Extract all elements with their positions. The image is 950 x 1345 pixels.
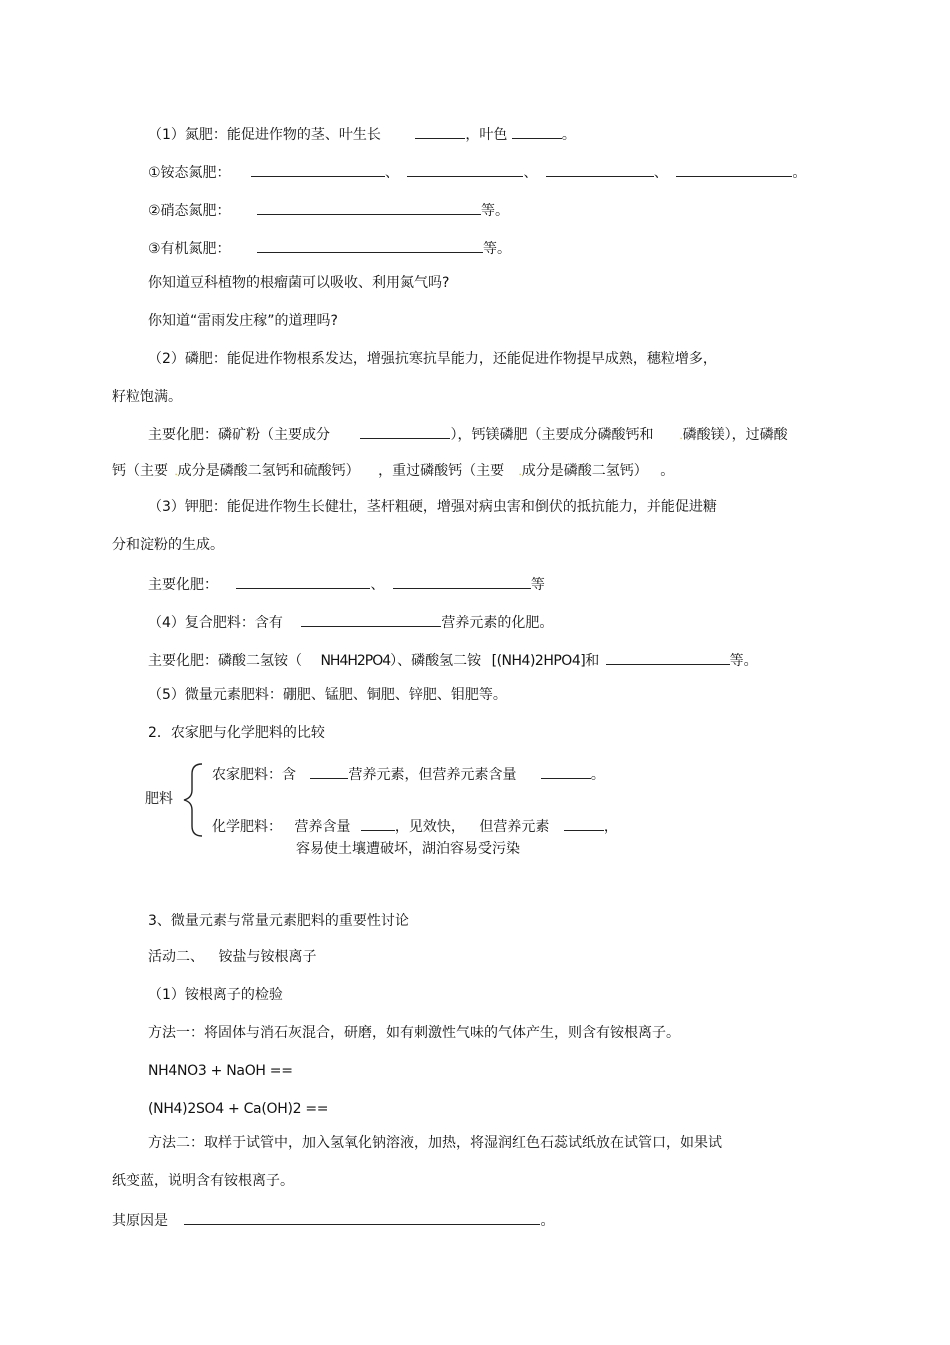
reason-line	[112, 1210, 554, 1228]
nitrate-label: ②硝态氮肥：	[148, 203, 231, 219]
line-end: 。	[561, 127, 576, 143]
farm-c: 。	[590, 767, 605, 783]
farm-a: 农家肥料：含	[212, 767, 296, 783]
activity-title: 铵盐与铵根离子	[218, 949, 317, 965]
chem-e: ，	[603, 819, 618, 835]
ammonium-blank-2[interactable]	[407, 162, 523, 177]
phosphorus-main2-a: 钙（主要	[112, 463, 168, 479]
ammonium-line	[148, 162, 806, 180]
question-1: 你知道豆科植物的根瘤菌可以吸收、利用氮气吗?	[148, 275, 450, 291]
growth-blank[interactable]	[415, 124, 465, 139]
separator: 、	[370, 577, 385, 593]
chem-a: 化学肥料：	[212, 819, 282, 835]
ammonium-label: ①铵态氮肥：	[148, 165, 231, 181]
farm-b: 营养元素，但营养元素含量	[348, 767, 517, 783]
separator: 、	[653, 165, 668, 181]
phosphorus-intro-2: 籽粒饱满。	[112, 389, 182, 405]
chem-fertilizer-line	[212, 816, 618, 834]
dot-mark: .	[174, 467, 178, 478]
activity-line	[148, 948, 316, 966]
ammonium-blank-3[interactable]	[546, 162, 654, 177]
potassium-intro: （3）钾肥：能促进作物生长健壮，茎杆粗硬，增强对病虫害和倒伏的抵抗能力，并能促进糖	[148, 499, 717, 515]
potassium-main-label: 主要化肥：	[148, 577, 218, 593]
nitrate-blank[interactable]	[257, 200, 481, 215]
compound-elements-blank[interactable]	[301, 612, 441, 627]
deng-end: 等。	[481, 203, 510, 219]
farm-manure-line	[212, 764, 605, 782]
potassium-blank-2[interactable]	[393, 574, 531, 589]
compound-main-a: 主要化肥：磷酸二氢铵（	[148, 653, 302, 669]
brace-icon	[180, 760, 210, 840]
deng-end: 等。	[483, 241, 512, 257]
compound-main-b: ）、磷酸氢二铵	[390, 653, 482, 669]
compound-main-c: 和	[585, 653, 600, 669]
organic-line	[148, 238, 511, 256]
compound-blank[interactable]	[606, 650, 730, 665]
trace-elements: （5）微量元素肥料：硼肥、锰肥、铜肥、锌肥、钼肥等。	[148, 687, 507, 703]
phosphorus-intro: （2）磷肥：能促进作物根系发达，增强抗寒抗旱能力，还能促进作物提早成熟，穗粒增多，	[148, 351, 717, 367]
separator: 、	[523, 165, 538, 181]
reason-end: 。	[540, 1213, 555, 1229]
dot-mark: .	[518, 467, 522, 478]
phosphorus-main-line	[148, 424, 788, 442]
method-1: 方法一：将固体与消石灰混合，研磨，如有刺激性气味的气体产生，则含有铵根离子。	[148, 1025, 680, 1041]
chem-b: 营养含量	[294, 819, 351, 835]
dot-mark: .	[679, 431, 683, 442]
reason-blank[interactable]	[184, 1210, 540, 1225]
chem-content-blank[interactable]	[361, 816, 395, 831]
method-2: 方法二：取样于试管中，加入氢氧化钠溶液，加热，将湿润红色石蕊试纸放在试管口，如果试	[148, 1135, 722, 1151]
formula-nh4h2po4: NH4H2PO4	[320, 653, 391, 669]
phosphorus-main-c: 磷酸镁），过磷酸	[682, 427, 788, 443]
farm-elements-blank[interactable]	[310, 764, 348, 779]
phosphate-rock-blank[interactable]	[360, 424, 450, 439]
ammonium-blank-4[interactable]	[676, 162, 792, 177]
phosphorus-main2-c: ，重过磷酸钙（主要	[378, 463, 505, 479]
compound-main-d: 等。	[729, 653, 758, 669]
chem-c: ，见效快，	[394, 819, 465, 835]
method-2-continued: 纸变蓝，说明含有铵根离子。	[112, 1173, 294, 1189]
reason-label: 其原因是	[112, 1213, 168, 1229]
equation-1: NH4NO3 + NaOH ==	[148, 1063, 293, 1079]
leaf-color-label: ，叶色	[465, 127, 508, 143]
fertilizer-label: 肥料	[145, 791, 173, 807]
section3-title: 3、微量元素与常量元素肥料的重要性讨论	[148, 913, 409, 929]
farm-content-blank[interactable]	[541, 764, 591, 779]
potassium-main-line	[148, 574, 545, 592]
phosphorus-main2-b: 成分是磷酸二氢钙和硫酸钙）	[177, 463, 360, 479]
deng: 等	[530, 577, 545, 593]
phosphorus-main2-d: 成分是磷酸二氢钙）	[521, 463, 648, 479]
phosphorus-main2-e: 。	[660, 463, 675, 479]
nitrogen-intro: （1）氮肥：能促进作物的茎、叶生长	[148, 127, 381, 143]
compound-intro-line	[148, 612, 553, 630]
compound-intro-b: 营养元素的化肥。	[441, 615, 554, 631]
separator: 、	[385, 165, 400, 181]
chem-elements-blank[interactable]	[564, 816, 604, 831]
nitrate-line	[148, 200, 509, 218]
potassium-intro-2: 分和淀粉的生成。	[112, 537, 224, 553]
ammonium-blank-1[interactable]	[251, 162, 385, 177]
formula-nh4-2hpo4: [(NH4)2HPO4]	[491, 653, 586, 669]
equation-2: (NH4)2SO4 + Ca(OH)2 ==	[148, 1101, 329, 1117]
organic-label: ③有机氮肥：	[148, 241, 231, 257]
potassium-blank-1[interactable]	[236, 574, 370, 589]
phosphorus-main-line-2	[112, 462, 674, 480]
line-end: 。	[792, 165, 807, 181]
phosphorus-main-a: 主要化肥：磷矿粉（主要成分	[148, 427, 330, 443]
chem-fertilizer-line-2: 容易使土壤遭破坏，湖泊容易受污染	[296, 841, 520, 857]
compound-main-line	[148, 650, 758, 668]
leaf-color-blank[interactable]	[512, 124, 562, 139]
organic-blank[interactable]	[257, 238, 483, 253]
question-2: 你知道“雷雨发庄稼”的道理吗?	[148, 313, 338, 329]
compound-intro-a: （4）复合肥料：含有	[148, 615, 283, 631]
section2-title: 2．农家肥与化学肥料的比较	[148, 725, 325, 741]
phosphorus-main-b: ），钙镁磷肥（主要成分磷酸钙和	[450, 427, 654, 443]
chem-d: 但营养元素	[479, 819, 550, 835]
activity-label: 活动二、	[148, 949, 204, 965]
nitrogen-intro-line	[148, 124, 576, 142]
ammonium-test: （1）铵根离子的检验	[148, 987, 283, 1003]
